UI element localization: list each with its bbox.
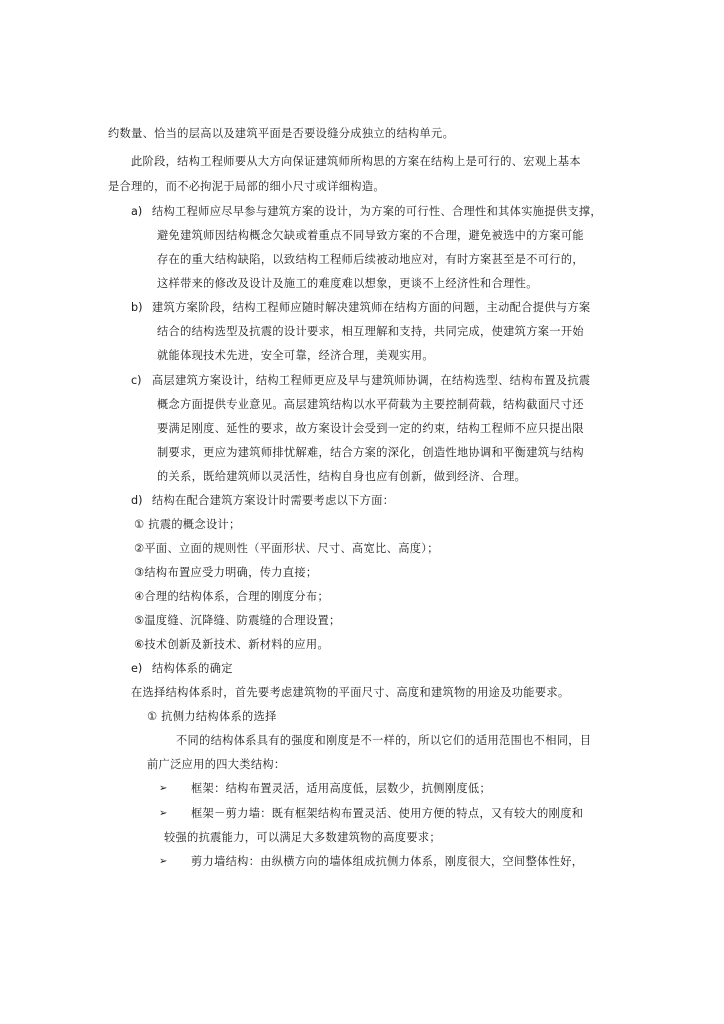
intro-line-1: 约数量、恰当的层高以及建筑平面是否要设缝分成独立的结构单元。 xyxy=(108,127,455,140)
bullet-arrow-icon: ➢ xyxy=(159,856,168,867)
item-a-line-3: 存在的重大结构缺陷，以致结构工程师后续被动地应对，有时方案甚至是不可行的， xyxy=(157,253,584,266)
item-d-sub-4: ④合理的结构体系，合理的刚度分布； xyxy=(134,590,329,603)
item-e-line: 结构体系的确定 xyxy=(152,662,233,675)
item-c-line-1: 高层建筑方案设计，结构工程师更应及早与建筑师协调，在结构选型、结构布置及抗震 xyxy=(152,374,591,387)
item-d-marker: d) xyxy=(131,494,143,507)
bullet-2-continuation: 较强的抗震能力，可以满足大多数建筑物的高度要求； xyxy=(164,831,441,844)
item-c-line-3: 要满足刚度、延性的要求，故方案设计会受到一定的约束，结构工程师不应只提出限 xyxy=(157,422,584,435)
intro-line-3: 是合理的，而不必拘泥于局部的细小尺寸或详细构造。 xyxy=(108,180,385,193)
item-e-paragraph: 在选择结构体系时，首先要考虑建筑物的平面尺寸、高度和建筑物的用途及功能要求。 xyxy=(131,686,570,699)
bullet-1-text: 框架：结构布置灵活，适用高度低，层数少，抗侧刚度低； xyxy=(191,782,491,795)
item-d-line: 结构在配合建筑方案设计时需要考虑以下方面： xyxy=(152,494,395,507)
item-e-sub-1-line-1: 不同的结构体系具有的强度和刚度是不一样的，所以它们的适用范围也不相同，目 xyxy=(176,734,592,747)
bullet-arrow-icon: ➢ xyxy=(159,783,168,794)
item-e-sub-1: ① 抗侧力结构体系的选择 xyxy=(147,710,277,723)
item-b-marker: b) xyxy=(131,301,143,314)
item-b-line-3: 就能体现技术先进，安全可靠，经济合理，美观实用。 xyxy=(157,349,434,362)
bullet-3-text: 剪力墙结构：由纵横方向的墙体组成抗侧力体系，刚度很大，空间整体性好， xyxy=(191,855,584,868)
item-d-sub-1: ① 抗震的概念设计； xyxy=(134,518,241,531)
item-b-line-1: 建筑方案阶段，结构工程师应随时解决建筑师在结构方面的问题，主动配合提供与方案 xyxy=(152,301,591,314)
item-c-line-4: 制要求，更应为建筑师排忧解难，结合方案的深化，创造性地协调和平衡建筑与结构 xyxy=(157,446,584,459)
item-d-sub-2: ②平面、立面的规则性（平面形状、尺寸、高宽比、高度）； xyxy=(134,542,439,555)
item-d-sub-6: ⑥技术创新及新技术、新材料的应用。 xyxy=(134,638,329,651)
intro-line-2: 此阶段，结构工程师要从大方向保证建筑师所构思的方案在结构上是可行的、宏观上基本 xyxy=(131,155,581,168)
item-c-line-2: 概念方面提供专业意见。高层建筑结构以水平荷载为主要控制荷载，结构截面尺寸还 xyxy=(157,398,584,411)
item-d-sub-3: ③结构布置应受力明确，传力直接； xyxy=(134,566,318,579)
item-e-marker: e) xyxy=(131,662,143,675)
item-c-marker: c) xyxy=(131,374,142,387)
item-b-line-2: 结合的结构选型及抗震的设计要求，相互理解和支持，共同完成，使建筑方案一开始 xyxy=(157,325,584,338)
item-a-line-1: 结构工程师应尽早参与建筑方案的设计，为方案的可行性、合理性和其体实施提供支撑， xyxy=(152,205,602,218)
item-a-line-4: 这样带来的修改及设计及施工的难度难以想象，更谈不上经济性和合理性。 xyxy=(157,277,538,290)
item-c-line-5: 的关系，既给建筑师以灵活性，结构自身也应有创新，做到经济、合理。 xyxy=(157,470,527,483)
item-a-line-2: 避免建筑师因结构概念欠缺或着重点不同导致方案的不合理，避免被选中的方案可能 xyxy=(157,229,584,242)
bullet-2-text: 框架－剪力墙：既有框架结构布置灵活、使用方便的特点，又有较大的刚度和 xyxy=(191,807,584,820)
item-d-sub-5: ⑤温度缝、沉降缝、防震缝的合理设置； xyxy=(134,614,341,627)
bullet-arrow-icon: ➢ xyxy=(159,808,168,819)
item-a-marker: a) xyxy=(131,205,143,218)
item-e-sub-1-line-2: 前广泛应用的四大类结构： xyxy=(147,758,286,771)
